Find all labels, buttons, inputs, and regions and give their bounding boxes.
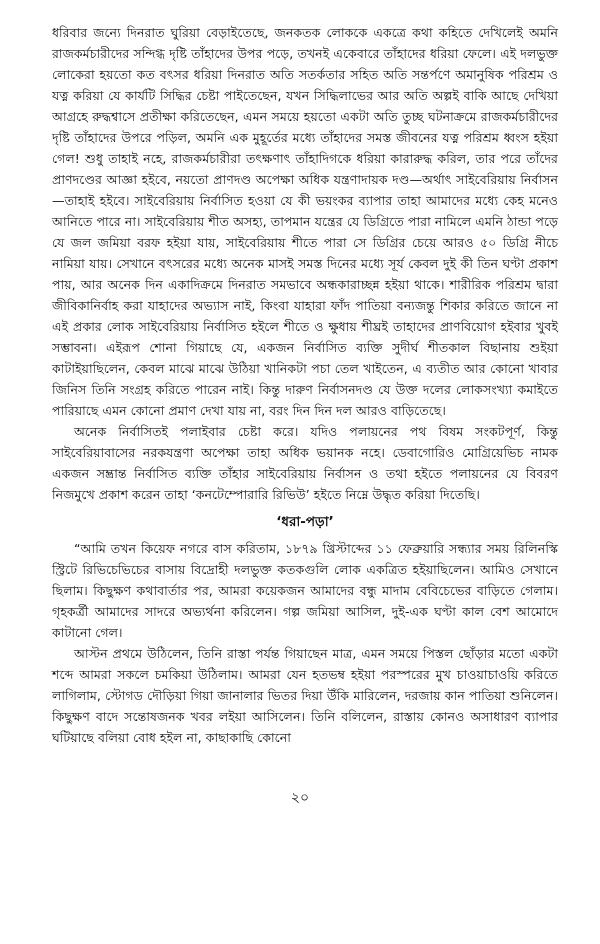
section-heading: ‘ধরা-পড়া’ bbox=[276, 514, 334, 530]
quote-paragraph-1: “আমি তখন কিয়েফ নগরে বাস করিতাম, ১৮৭৯ খ্রিস্টাব্দের ১১ ফেব্রুয়ারি সন্ধ্যার সময় রিলিনস্কি স্ট্রিটে রিভিচেভিচের বাসায় বিদ্রোহী দলভুক্ত কতকগুলি লোক একত্রিত হইয়াছিলেন। আমিও সেখানে ছিলাম। কিছুক্ষণ কথাবার্তার পর, আমরা কয়েকজন আমাদের বন্ধু মাদাম বেবিচেভের বাড়িতে গেলাম। গৃহকর্ত্রী আমাদের সাদরে অভ্যর্থনা করিলেন। গল্প জমিয়া আসিল, দুই-এক ঘণ্টা কাল বেশ আমোদে কাটানো গেল। bbox=[52, 541, 558, 640]
body-paragraph-1: ধরিবার জন্যে দিনরাত ঘুরিয়া বেড়াইতেছে, জনকতক লোককে একত্রে কথা কহিতে দেখিলেই অমনি রাজকর্মচারীদের সন্দিগ্ধ দৃষ্টি তাঁহাদের উপর পড়ে, তখনই একেবারে তাঁহাদের ধরিয়া ফেলে। এই দলভুক্ত লোকেরা হয়তো কত বৎসর ধরিয়া দিনরাত অতি সতর্কতার সহিত অতি সন্তর্পণে অমানুষিক পরিশ্রম ও যত্ন করিয়া যে কার্যটি সিদ্ধির চেষ্টা পাইতেছেন, যখন সিদ্ধিলাভের আর অতি অল্পই বাকি আছে দেখিয়া আগ্রহে রুদ্ধশ্বাসে প্রতীক্ষা করিতেছেন, এমন সময়ে হয়তো একটা অতি তুচ্ছ ঘটনাক্রমে রাজকর্মচারীদের দৃষ্টি তাঁহাদের উপরে পড়িল, অমনি এক মুহূর্তের মধ্যে তাঁহাদের সমস্ত জীবনের যত্ন পরিশ্রম ধ্বংস হইয়া গেল! শুধু তাহাই নহে, রাজকর্মচারীরা তৎক্ষণাৎ তাঁহাদিগকে ধরিয়া কারারুদ্ধ করিল, তার পরে তাঁদের প্রাণদণ্ডের আজ্ঞা হইবে, নয়তো প্রাণদণ্ড অপেক্ষা অধিক যন্ত্রণাদায়ক দণ্ড—অর্থাৎ সাইবেরিয়ায় নির্বাসন—তাহাই হইবে। সাইবেরিয়ায় নির্বাসিত হওয়া যে কী ভয়ংকর ব্যাপার তাহা আমাদের মধ্যে কেহ মনেও আনিতে পারে না। সাইবেরিয়ায় শীত অসহ্য, তাপমান যন্ত্রের যে ডিগ্রিতে পারা নামিলে এমনি ঠান্ডা পড়ে যে জল জমিয়া বরফ হইয়া যায়, সাইবেরিয়ায় শীতে পারা সে ডিগ্রির চেয়ে আরও ৫০ ডিগ্রি নীচে নামিয়া যায়। সেখানে বৎসরের মধ্যে অনেক মাসই সমস্ত দিনের মধ্যে সূর্য কেবল দুই কী তিন ঘণ্টা প্রকাশ পায়, আর অনেক দিন একাদিক্রমে দিনরাত সমভাবে অন্ধকারাচ্ছন্ন হইয়া থাকে। শারীরিক পরিশ্রম দ্বারা জীবিকানির্বাহ করা যাহাদের অভ্যাস নাই, কিংবা যাহারা ফাঁদ পাতিয়া বন্যজন্তু শিকার করিতে জানে না এই প্রকার লোক সাইবেরিয়ায় নির্বাসিত হইলে শীতে ও ক্ষুধায় শীঘ্রই তাহাদের প্রাণবিয়োগ হইবার খুবই সম্ভাবনা। এইরূপ শোনা গিয়াছে যে, একজন নির্বাসিত ব্যক্তি সুদীর্ঘ শীতকাল বিছানায় শুইয়া কাটাইয়াছিলেন, কেবল মাঝে মাঝে উঠিয়া খানিকটা পচা তেল খাইতেন, এ ব্যতীত আর কোনো খাবার জিনিস তিনি সংগ্রহ করিতে পারেন নাই। কিন্তু দারুণ নির্বাসনদণ্ড যে উক্ত দলের লোকসংখ্যা কমাইতে পারিয়াছে এমন কোনো প্রমাণ দেখা যায় না, বরং দিন দিন দল আরও বাড়িতেছে। bbox=[52, 25, 558, 418]
book-page bbox=[52, 22, 558, 748]
page-number: ২০ bbox=[290, 790, 310, 806]
quote-paragraph-2: আস্টন প্রথমে উঠিলেন, তিনি রাস্তা পর্যন্ত গিয়াছেন মাত্র, এমন সময়ে পিস্তল ছোঁড়ার মতো একটা শব্দে আমরা সকলে চমকিয়া উঠিলাম। আমরা যেন হতভম্ব হইয়া পরস্পরের মুখ চাওয়াচাওয়ি করিতে লাগিলাম, স্টোগড দৌড়িয়া গিয়া জানালার ভিতর দিয়া উঁকি মারিলেন, দরজায় কান পাতিয়া শুনিলেন। কিছুক্ষণ বাদে সন্তোষজনক খবর লইয়া আসিলেন। তিনি বলিলেন, রাস্তায় কোনও অসাধারণ ব্যাপার ঘটিয়াছে বলিয়া বোধ হইল না, কাছাকাছি কোনো bbox=[52, 646, 558, 745]
body-paragraph-2: অনেক নির্বাসিতই পলাইবার চেষ্টা করে। যদিও পলায়নের পথ বিষম সংকটপূর্ণ, কিন্তু সাইবেরিয়াবাসের নরকযন্ত্রণা অপেক্ষা তাহা অধিক ভয়ানক নহে। ডেবাগোরিও মোগ্রিয়েভিচ নামক একজন সম্ভ্রান্ত নির্বাসিত ব্যক্তি তাঁহার সাইবেরিয়ায় নির্বাসন ও তথা হইতে পলায়নের যে বিবরণ নিজমুখে প্রকাশ করেন তাহা ‘কনটেম্পোরারি রিভিউ’ হইতে নিম্নে উদ্ধৃত করিয়া দিতেছি। bbox=[52, 424, 558, 502]
